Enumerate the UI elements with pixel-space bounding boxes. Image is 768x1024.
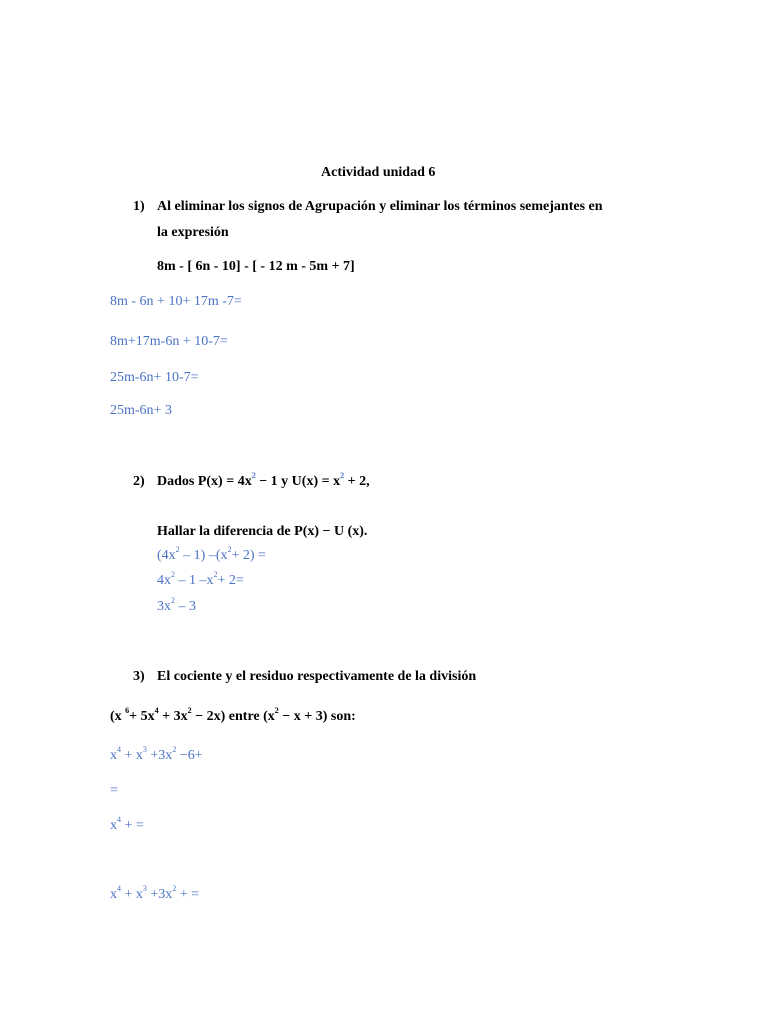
part: + = xyxy=(176,887,200,902)
part: (x xyxy=(110,709,126,724)
question-3-number: 3) xyxy=(133,669,145,684)
part: + = xyxy=(121,818,144,833)
exponent: 2 xyxy=(274,706,279,716)
exponent: 2 xyxy=(340,471,345,481)
part: x xyxy=(110,748,117,763)
q1-step-3: 25m-6n+ 10-7= xyxy=(110,370,199,385)
q3-step-4 xyxy=(110,886,199,904)
part: + 5x xyxy=(129,709,155,724)
given-part-b: − 1 y U(x) = x xyxy=(255,474,341,489)
q1-step-4: 25m-6n+ 3 xyxy=(110,403,172,418)
part: – 1) –(x xyxy=(179,548,228,563)
part: +3x xyxy=(146,887,173,902)
question-3-expression xyxy=(110,708,356,726)
part: – 1 –x xyxy=(175,573,214,588)
part: – 3 xyxy=(175,599,196,614)
exponent: 2 xyxy=(175,545,180,555)
exponent: 2 xyxy=(187,706,192,716)
part: + x xyxy=(121,748,143,763)
part: 3x xyxy=(157,599,171,614)
q1-step-2: 8m+17m-6n + 10-7= xyxy=(110,334,228,349)
question-3-text: El cociente y el residuo respectivamente de la división xyxy=(157,669,477,684)
part: + 2= xyxy=(217,573,244,588)
q3-step-3 xyxy=(110,817,144,835)
part: +3x xyxy=(146,748,173,763)
exponent: 2 xyxy=(227,545,232,555)
exponent: 4 xyxy=(117,745,121,755)
exponent: 3 xyxy=(142,884,147,894)
given-part-a: Dados P(x) = 4x xyxy=(157,474,252,489)
question-1-number: 1) xyxy=(133,199,145,214)
exponent: 2 xyxy=(171,570,175,580)
question-2-number: 2) xyxy=(133,474,145,489)
question-1-text-line1: Al eliminar los signos de Agrupación y eliminar los términos semejantes en xyxy=(157,199,603,214)
q2-step-3 xyxy=(157,598,196,616)
page-title: Actividad unidad 6 xyxy=(321,165,436,180)
part: x xyxy=(110,818,117,833)
exponent: 6 xyxy=(125,706,130,716)
part: x xyxy=(110,887,117,902)
exponent: 2 xyxy=(171,596,175,606)
question-2-given xyxy=(157,473,370,491)
part: 4x xyxy=(157,573,171,588)
part: + x xyxy=(121,887,143,902)
exponent: 2 xyxy=(213,570,218,580)
q1-step-1: 8m - 6n + 10+ 17m -7= xyxy=(110,294,242,309)
exponent: 4 xyxy=(117,815,121,825)
q3-step-1 xyxy=(110,747,203,765)
question-1-expression: 8m - [ 6n - 10] - [ - 12 m - 5m + 7] xyxy=(157,259,355,274)
q2-step-1 xyxy=(157,547,266,565)
exponent: 2 xyxy=(251,471,256,481)
part: + 3x xyxy=(158,709,188,724)
question-2-prompt: Hallar la diferencia de P(x) − U (x). xyxy=(157,524,368,539)
part: −6+ xyxy=(176,748,203,763)
exponent: 2 xyxy=(172,745,177,755)
part: − 2x) entre (x xyxy=(191,709,275,724)
part: − x + 3) son: xyxy=(278,709,356,724)
given-part-c: + 2, xyxy=(344,474,370,489)
question-1-text-line2: la expresión xyxy=(157,225,229,240)
exponent: 4 xyxy=(117,884,121,894)
exponent: 2 xyxy=(172,884,177,894)
exponent: 4 xyxy=(154,706,159,716)
exponent: 3 xyxy=(142,745,147,755)
part: (4x xyxy=(157,548,176,563)
part: + 2) = xyxy=(231,548,266,563)
q3-step-2: = xyxy=(110,783,118,798)
q2-step-2 xyxy=(157,572,244,590)
